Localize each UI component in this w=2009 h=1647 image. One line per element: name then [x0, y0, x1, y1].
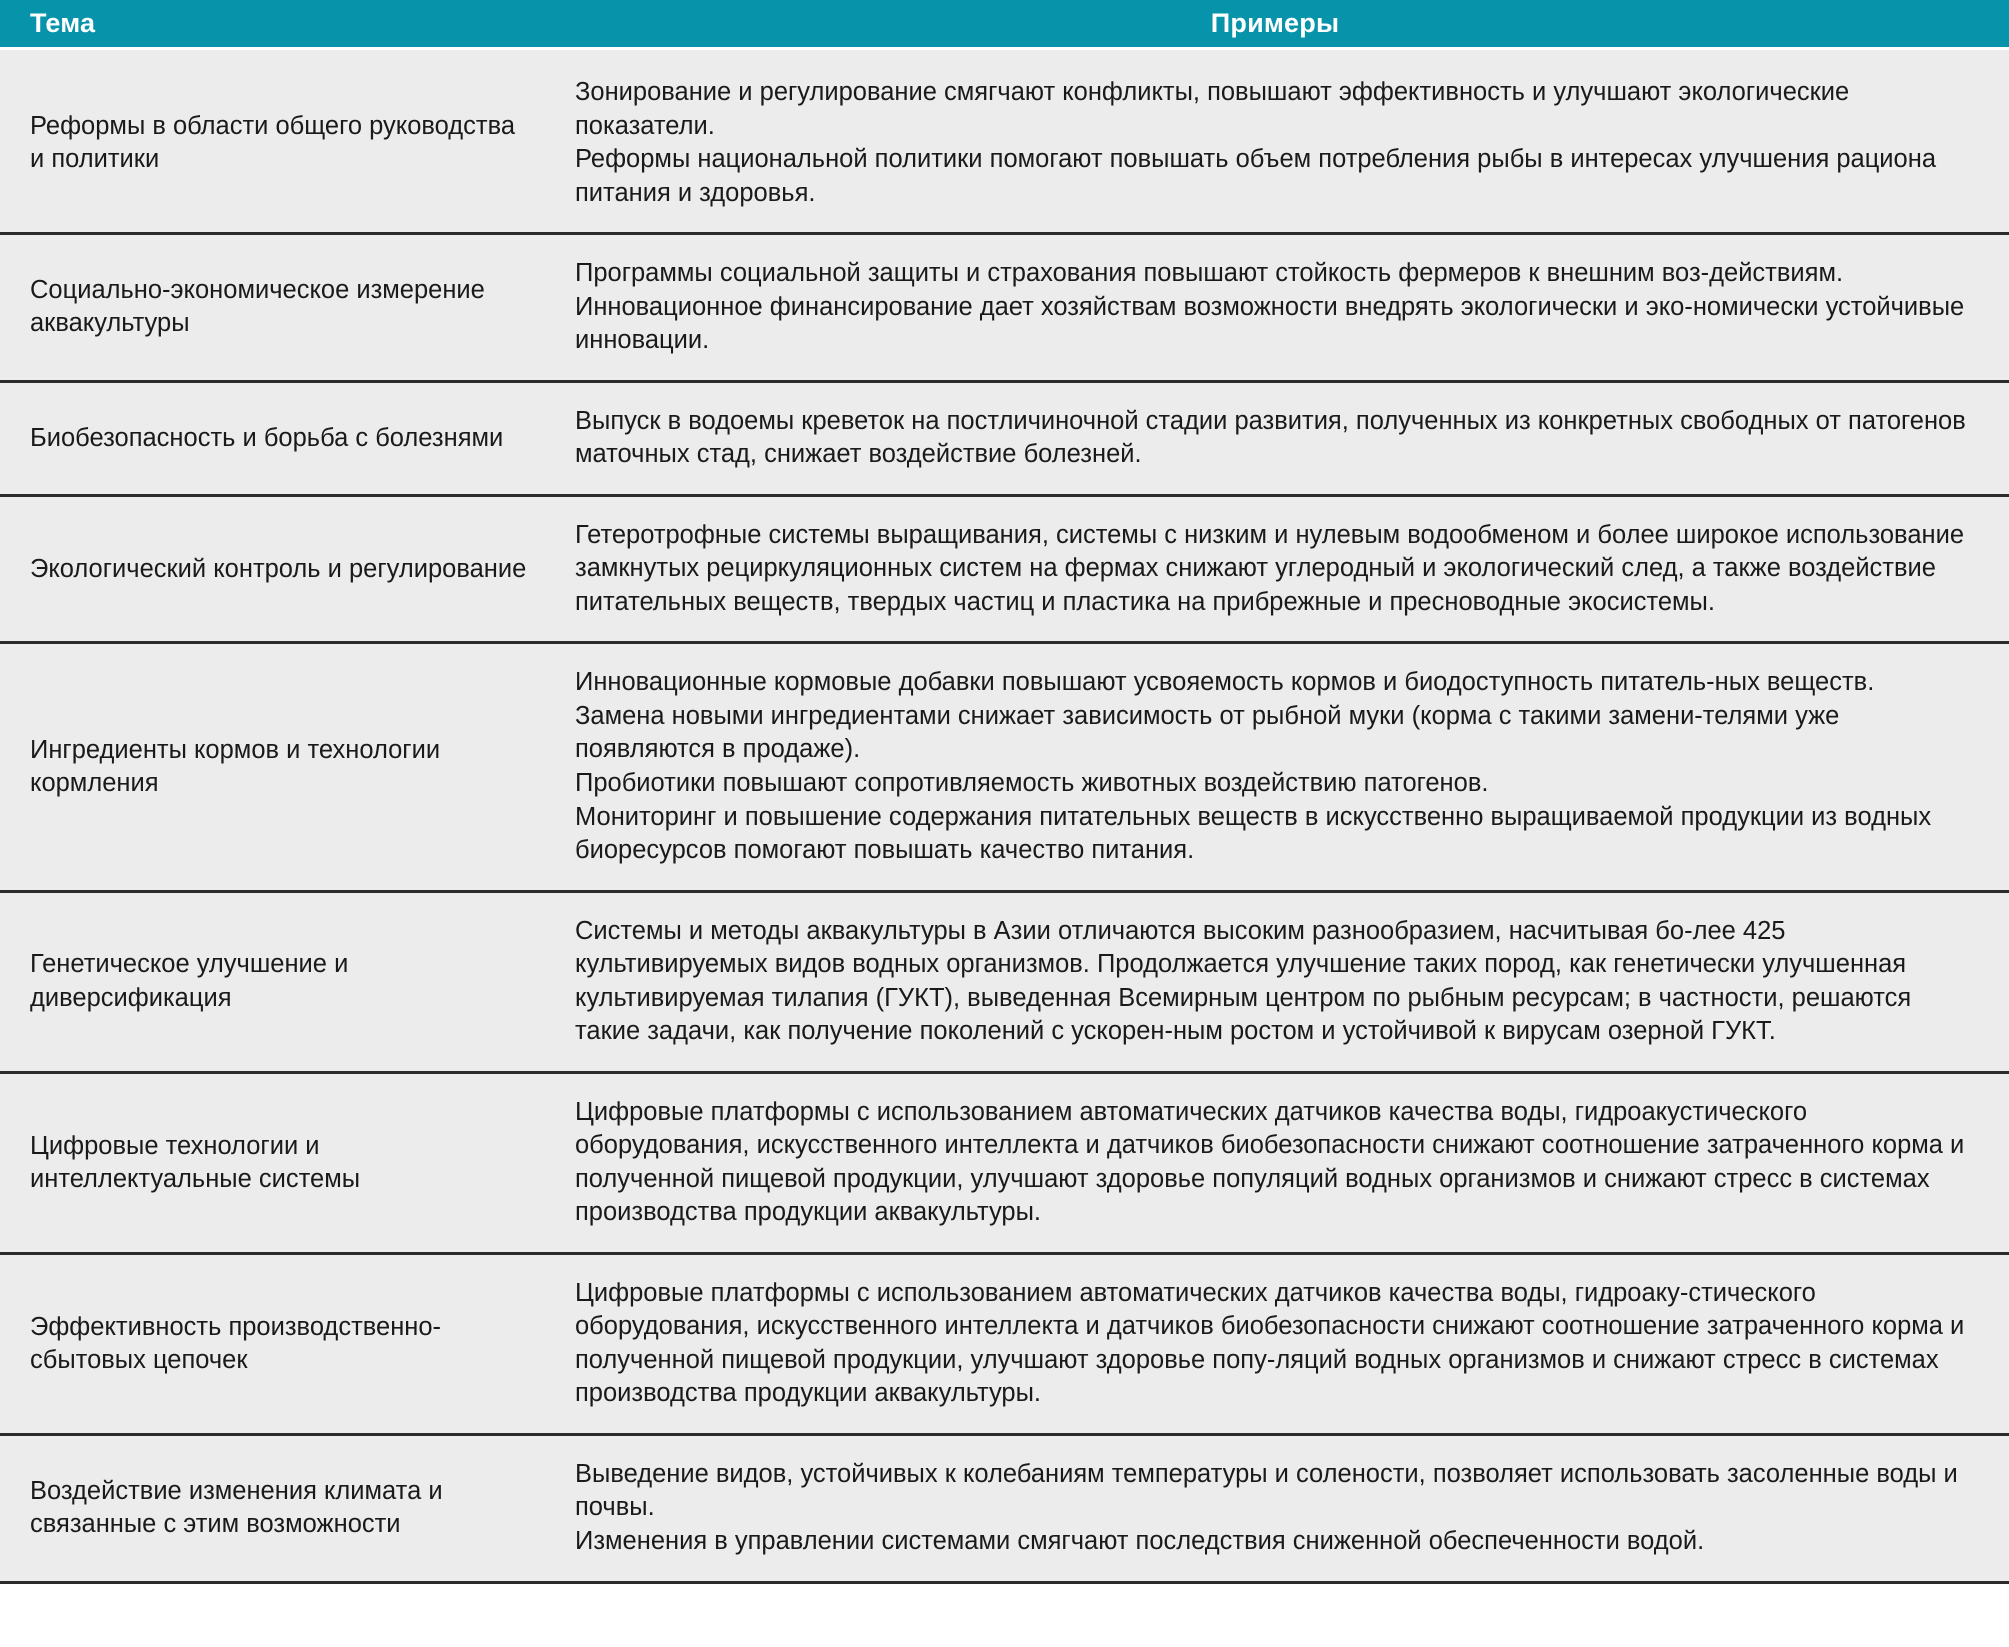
cell-theme: Биобезопасность и борьба с болезнями [0, 381, 545, 495]
table-row [0, 234, 2009, 382]
example-line: Гетеротрофные системы выращивания, системы с низким и нулевым водообменом и более широкое использование замкнутых рециркуляционных систем на фермах снижают углеродный и экологический след, а также воздействие питательных веществ, твердых частиц и пластика на прибрежные и пресноводные экосистемы. [575, 520, 1965, 616]
cell-examples [545, 49, 2009, 234]
example-line: Пробиотики повышают сопротивляемость животных воздействию патогенов. [575, 768, 1489, 797]
cell-theme: Экологический контроль и регулирование [0, 495, 545, 643]
cell-examples [545, 381, 2009, 495]
cell-examples [545, 234, 2009, 382]
table-row [0, 1434, 2009, 1582]
cell-theme: Социально-экономическое измерение аквакультуры [0, 234, 545, 382]
example-line: Мониторинг и повышение содержания питательных веществ в искусственно выращиваемой продукции из водных биоресурсов помогают повышать качество питания. [575, 802, 1932, 865]
cell-examples [545, 1253, 2009, 1434]
example-line: Замена новыми ингредиентами снижает зависимость от рыбной муки (корма с такими замени-телями уже появляются в продаже). [575, 701, 1840, 764]
table-row [0, 1072, 2009, 1253]
example-line: Выпуск в водоемы креветок на постличиночной стадии развития, полученных из конкретных свободных от патогенов маточных стад, снижает воздействие болезней. [575, 406, 1966, 469]
cell-theme: Эффективность производственно-сбытовых цепочек [0, 1253, 545, 1434]
example-line: Выведение видов, устойчивых к колебаниям температуры и солености, позволяет использовать засоленные воды и почвы. [575, 1459, 1958, 1522]
cell-examples [545, 1072, 2009, 1253]
cell-examples [545, 1434, 2009, 1582]
cell-examples [545, 891, 2009, 1072]
cell-theme: Воздействие изменения климата и связанные с этим возможности [0, 1434, 545, 1582]
table-row [0, 891, 2009, 1072]
table-row [0, 49, 2009, 234]
table-header-row [0, 0, 2009, 49]
table-row [0, 1253, 2009, 1434]
column-header-examples: Примеры [545, 0, 2009, 49]
example-line: Реформы национальной политики помогают повышать объем потребления рыбы в интересах улучшения рациона питания и здоровья. [575, 145, 1937, 207]
table-header [0, 0, 2009, 49]
example-line: Инновационное финансирование дает хозяйствам возможности внедрять экологически и эко-номически устойчивые инновации. [575, 292, 1965, 355]
example-line: Зонирование и регулирование смягчают конфликты, повышают эффективность и улучшают экологические показатели. [575, 78, 1850, 140]
example-line: Цифровые платформы с использованием автоматических датчиков качества воды, гидроаку-стического оборудования, искусственного интеллекта и датчиков биобезопасности снижают соотношение затраченного корма и полученной пищевой продукции, улучшают здоровье попу-ляций водных организмов и снижают стресс в системах производства продукции аквакультуры. [575, 1278, 1965, 1408]
cell-theme: Реформы в области общего руководства и политики [0, 49, 545, 234]
column-header-theme: Тема [0, 0, 545, 49]
cell-examples [545, 643, 2009, 891]
example-line: Программы социальной защиты и страхования повышают стойкость фермеров к внешним воз-действиям. [575, 259, 1844, 288]
cell-theme: Цифровые технологии и интеллектуальные системы [0, 1072, 545, 1253]
cell-examples [545, 495, 2009, 643]
example-line: Цифровые платформы с использованием автоматических датчиков качества воды, гидроакустического оборудования, искусственного интеллекта и датчиков биобезопасности снижают соотношение затраченного корма и полученной пищевой продукции, улучшают здоровье популяций водных организмов и снижают стресс в системах производства продукции аквакультуры. [575, 1097, 1965, 1227]
table-body [0, 49, 2009, 1583]
table-row [0, 495, 2009, 643]
cell-theme: Ингредиенты кормов и технологии кормления [0, 643, 545, 891]
cell-theme: Генетическое улучшение и диверсификация [0, 891, 545, 1072]
example-line: Инновационные кормовые добавки повышают усвояемость кормов и биодоступность питатель-ных веществ. [575, 668, 1875, 697]
table-row [0, 381, 2009, 495]
example-line: Изменения в управлении системами смягчают последствия сниженной обеспеченности водой. [575, 1527, 1705, 1555]
table-row [0, 643, 2009, 891]
example-line: Системы и методы аквакультуры в Азии отличаются высоким разнообразием, насчитывая бо-лее 425 культивируемых видов водных организмов. Продолжается улучшение таких пород, как генетически улучшенная культивируемая тилапия (ГУКТ), выведенная Всемирным центром по рыбным ресурсам; в частности, решаются такие задачи, как получение поколений с ускорен-ным ростом и устойчивой к вирусам озерной ГУКТ. [575, 916, 1912, 1046]
